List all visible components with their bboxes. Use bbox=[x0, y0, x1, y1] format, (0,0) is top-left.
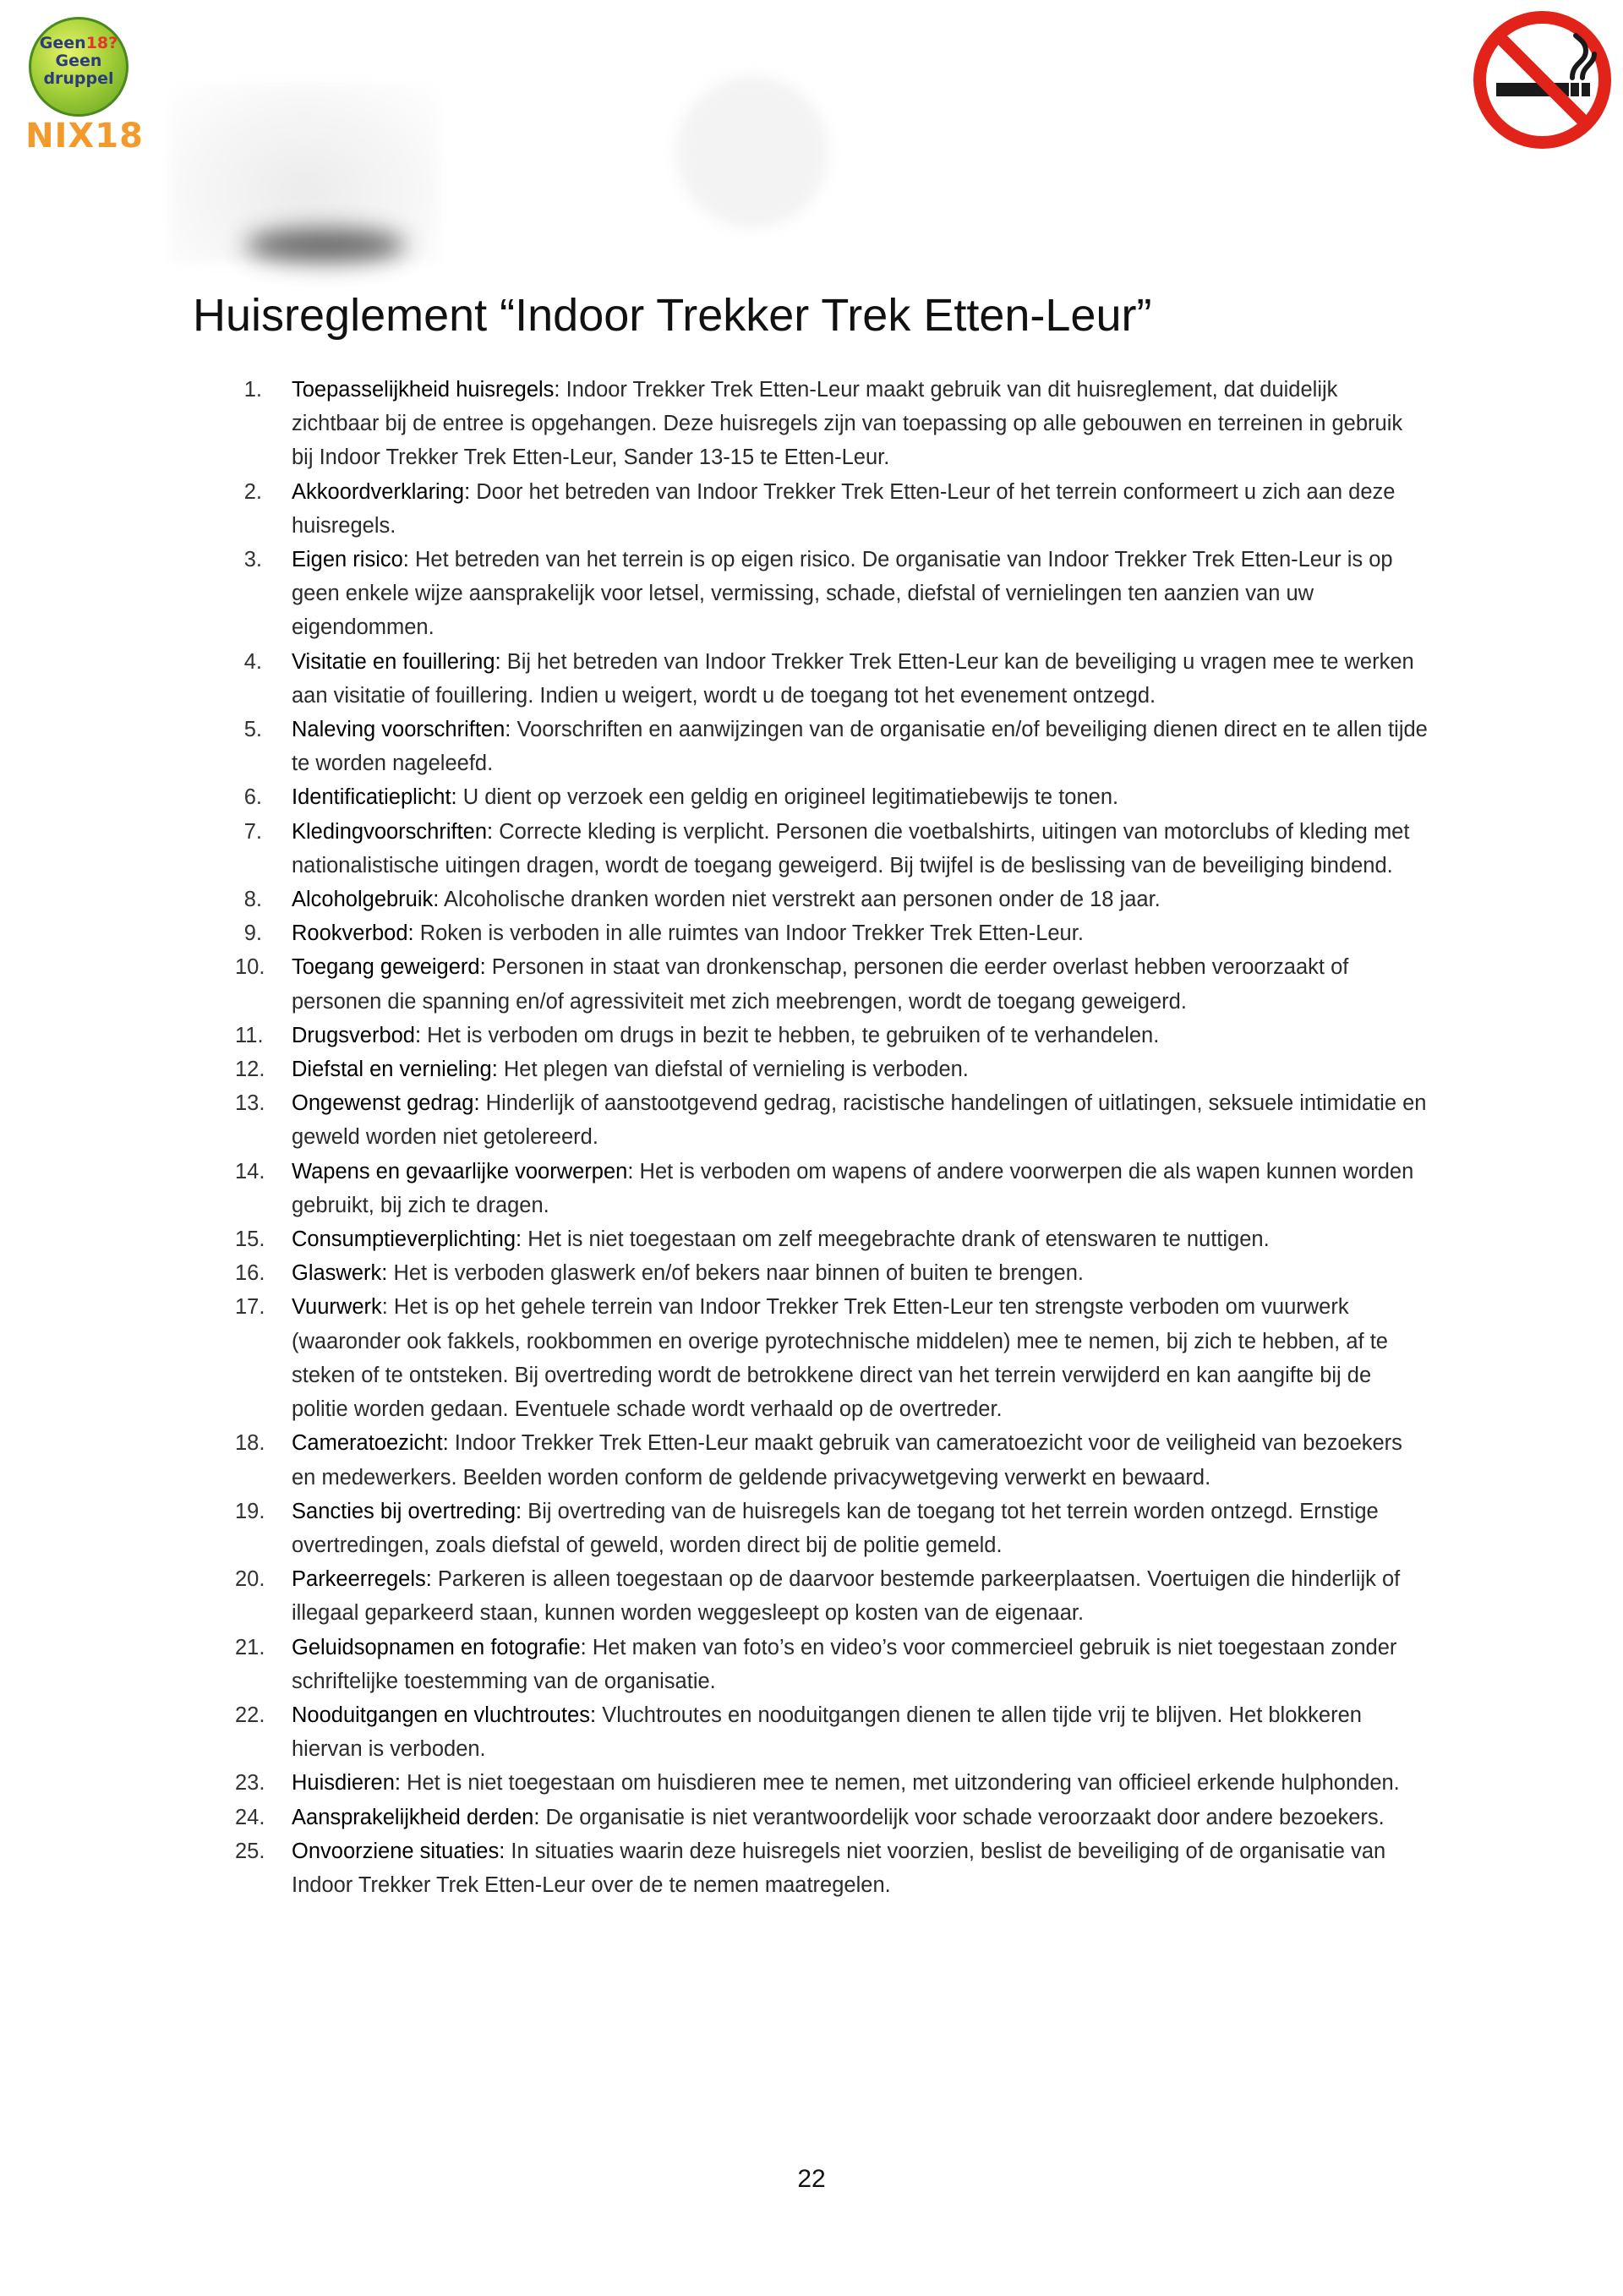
rule-title: Nooduitgangen en vluchtroutes: bbox=[292, 1703, 597, 1727]
rule-item bbox=[235, 1052, 1429, 1086]
rule-item bbox=[235, 815, 1429, 883]
rule-number: 14. bbox=[235, 1159, 265, 1184]
rule-title: Alcoholgebruik: bbox=[292, 888, 440, 912]
rule-number: 23. bbox=[235, 1771, 265, 1796]
badge-question-mark: ? bbox=[108, 34, 118, 52]
rule-text: Alcoholische dranken worden niet verstrekt aan personen onder de 18 jaar. bbox=[444, 888, 1161, 912]
rule-number: 19. bbox=[235, 1499, 265, 1523]
rule-text: Indoor Trekker Trek Etten-Leur maakt gebruik van dit huisreglement, dat duidelijk zichtbaar bij de entree is opgehangen. Deze huisregels zijn van toepassing op alle gebouwen en terreinen in gebruik bij Indoor Trekker Trek Etten-Leur, Sander 13-15 te Etten-Leur. bbox=[292, 378, 1403, 470]
rule-text: Voorschriften en aanwijzingen van de organisatie en/of beveiliging dienen direct en te allen tijde te worden nageleefd. bbox=[292, 718, 1428, 776]
blurred-logo-left-mark bbox=[245, 228, 406, 262]
rule-text: Personen in staat van dronkenschap, personen die eerder overlast hebben veroorzaakt of personen die spanning en/of agressiviteit met zich meebrengen, wordt de toegang geweigerd. bbox=[292, 955, 1349, 1014]
rule-item bbox=[235, 780, 1429, 814]
rule-number: 8. bbox=[243, 888, 262, 912]
rule-title: Visitatie en fouillering: bbox=[292, 649, 501, 674]
rule-item bbox=[235, 1426, 1429, 1494]
rule-text: In situaties waarin deze huisregels niet voorzien, beslist de beveiliging of de organisatie van Indoor Trekker Trek Etten-Leur over de te nemen maatregelen. bbox=[292, 1839, 1386, 1897]
rule-item bbox=[235, 373, 1429, 475]
rule-number: 6. bbox=[243, 785, 262, 810]
rule-number: 12. bbox=[235, 1058, 265, 1082]
rule-number: 2. bbox=[243, 479, 262, 504]
rule-number: 15. bbox=[235, 1227, 265, 1252]
rule-title: Akkoordverklaring: bbox=[292, 479, 471, 504]
no-smoking-icon bbox=[1473, 10, 1612, 150]
rule-text: Door het betreden van Indoor Trekker Trek Etten-Leur of het terrein conformeert u zich aan deze huisregels. bbox=[292, 479, 1396, 538]
page-title: Huisreglement “Indoor Trekker Trek Etten-Leur” bbox=[193, 290, 1152, 341]
rule-item bbox=[235, 543, 1429, 645]
rule-number: 9. bbox=[243, 921, 262, 946]
rule-title: Diefstal en vernieling: bbox=[292, 1058, 498, 1082]
rule-title: Toegang geweigerd: bbox=[292, 955, 486, 980]
rule-number: 11. bbox=[235, 1023, 264, 1047]
rule-title: Consumptieverplichting: bbox=[292, 1227, 522, 1252]
nix18-wordmark: NIX18 bbox=[25, 117, 144, 156]
rule-item bbox=[235, 916, 1429, 950]
rule-item bbox=[235, 1086, 1429, 1154]
badge-word-geen: Geen bbox=[39, 34, 86, 52]
rule-title: Naleving voorschriften: bbox=[292, 718, 511, 742]
rule-number: 20. bbox=[235, 1567, 265, 1592]
rules-list bbox=[235, 373, 1429, 1902]
rule-text: Het plegen van diefstal of vernieling is verboden. bbox=[503, 1058, 969, 1082]
rule-title: Aansprakelijkheid derden: bbox=[292, 1805, 540, 1829]
rule-text: Vluchtroutes en nooduitgangen dienen te allen tijde vrij te blijven. Het blokkeren hiervan is verboden. bbox=[292, 1703, 1362, 1762]
rule-text: Het is niet toegestaan om zelf meegebrachte drank of etenswaren te nuttigen. bbox=[527, 1227, 1270, 1252]
rule-title: Wapens en gevaarlijke voorwerpen: bbox=[292, 1159, 634, 1184]
rule-text: Hinderlijk of aanstootgevend gedrag, racistische handelingen of uitlatingen, seksuele intimidatie en geweld worden niet getolereerd. bbox=[292, 1091, 1427, 1150]
badge-word-druppel: druppel bbox=[43, 69, 114, 88]
rule-title: Identificatieplicht: bbox=[292, 785, 457, 810]
rule-number: 13. bbox=[235, 1091, 265, 1116]
rule-text: : Het is op het gehele terrein van Indoor Trekker Trek Etten-Leur ten strengste verboden om vuurwerk (waaronder ook fakkels, rookbommen en overige pyrotechnische middelen) mee te nemen, bij zich te hebben, af te steken of te ontsteken. Bij overtreding wordt de betrokkene direct van het terrein verwijderd en kan aangifte bij de politie worden gedaan. Eventuele schade wordt verhaald op de overtreder. bbox=[292, 1295, 1388, 1422]
rule-number: 1. bbox=[243, 378, 262, 402]
rule-title: Huisdieren: bbox=[292, 1771, 401, 1796]
rule-number: 18. bbox=[235, 1431, 265, 1456]
rule-number: 17. bbox=[235, 1295, 265, 1320]
rule-number: 7. bbox=[243, 819, 262, 844]
rule-title: Vuurwerk bbox=[292, 1295, 382, 1320]
rule-text: Het is verboden glaswerk en/of bekers naar binnen of buiten te brengen. bbox=[393, 1261, 1084, 1286]
rule-item bbox=[235, 1698, 1429, 1766]
rule-number: 5. bbox=[243, 718, 262, 742]
rule-text: Roken is verboden in alle ruimtes van Indoor Trekker Trek Etten-Leur. bbox=[419, 921, 1084, 946]
rule-item bbox=[235, 1834, 1429, 1902]
rule-number: 4. bbox=[243, 649, 262, 674]
nix18-logo bbox=[17, 17, 152, 161]
rule-text: Het is verboden om drugs in bezit te hebben, te gebruiken of te verhandelen. bbox=[427, 1023, 1160, 1047]
rule-item bbox=[235, 1256, 1429, 1290]
rule-text: U dient op verzoek een geldig en origineel legitimatiebewijs te tonen. bbox=[462, 785, 1119, 810]
rule-title: Glaswerk: bbox=[292, 1261, 388, 1286]
rule-item bbox=[235, 645, 1429, 713]
rule-item bbox=[235, 950, 1429, 1018]
rule-item bbox=[235, 1766, 1429, 1800]
rule-item bbox=[235, 475, 1429, 543]
rule-title: Eigen risico: bbox=[292, 548, 409, 572]
rule-text: Het is verboden om wapens of andere voorwerpen die als wapen kunnen worden gebruikt, bij zich te dragen. bbox=[292, 1159, 1414, 1217]
rule-text: Bij het betreden van Indoor Trekker Trek Etten-Leur kan de beveiliging u vragen mee te werken aan visitatie of fouillering. Indien u weigert, wordt u de toegang tot het evenement ontzegd. bbox=[292, 649, 1414, 708]
rule-title: Drugsverbod: bbox=[292, 1023, 422, 1047]
rule-number: 21. bbox=[235, 1635, 265, 1659]
rule-text: Parkeren is alleen toegestaan op de daarvoor bestemde parkeerplaatsen. Voertuigen die hinderlijk of illegaal geparkeerd staan, kunnen worden weggesleept op kosten van de eigenaar. bbox=[292, 1567, 1401, 1626]
rule-text: De organisatie is niet verantwoordelijk voor schade veroorzaakt door andere bezoekers. bbox=[545, 1805, 1385, 1829]
rule-number: 22. bbox=[235, 1703, 265, 1727]
rule-title: Toepasselijkheid huisregels: bbox=[292, 378, 560, 402]
rule-item bbox=[235, 1155, 1429, 1222]
rule-number: 10. bbox=[235, 955, 265, 980]
rule-number: 3. bbox=[243, 548, 262, 572]
rule-text: Indoor Trekker Trek Etten-Leur maakt gebruik van cameratoezicht voor de veiligheid van bezoekers en medewerkers. Beelden worden conform de geldende privacywetgeving verwerkt en bewaard. bbox=[292, 1431, 1402, 1490]
badge-number-18: 18 bbox=[85, 34, 109, 52]
rule-text: Het is niet toegestaan om huisdieren mee te nemen, met uitzondering van officieel erkende hulphonden. bbox=[407, 1771, 1400, 1796]
rule-text: Bij overtreding van de huisregels kan de toegang tot het terrein worden ontzegd. Ernstige overtredingen, zoals diefstal of geweld, worden direct bij de politie gemeld. bbox=[292, 1499, 1379, 1557]
rule-text: Correcte kleding is verplicht. Personen die voetbalshirts, uitingen van motorclubs of kleding met nationalistische uitingen dragen, wordt de toegang geweigerd. Bij twijfel is de beslissing van de beveiliging bindend. bbox=[292, 819, 1410, 877]
rule-item bbox=[235, 713, 1429, 780]
rule-title: Rookverbod: bbox=[292, 921, 414, 946]
rule-title: Parkeerregels: bbox=[292, 1567, 432, 1592]
rule-number: 25. bbox=[235, 1839, 265, 1863]
rule-text: Het maken van foto’s en video’s voor commercieel gebruik is niet toegestaan zonder schriftelijke toestemming van de organisatie. bbox=[292, 1635, 1397, 1693]
page-number: 22 bbox=[797, 2165, 826, 2193]
rule-title: Geluidsopnamen en fotografie: bbox=[292, 1635, 587, 1659]
rule-item bbox=[235, 1019, 1429, 1052]
rule-number: 24. bbox=[235, 1805, 265, 1829]
badge-word-geen-2: Geen bbox=[55, 52, 102, 70]
rule-item bbox=[235, 1801, 1429, 1834]
rule-item bbox=[235, 1290, 1429, 1426]
rule-item bbox=[235, 1562, 1429, 1630]
rule-text: Het betreden van het terrein is op eigen risico. De organisatie van Indoor Trekker Trek Etten-Leur is op geen enkele wijze aansprakelijk voor letsel, vermissing, schade, diefstal of vernielingen ten aanzien van uw eigendommen. bbox=[292, 548, 1393, 640]
blurred-logo-right bbox=[676, 76, 828, 228]
rule-item bbox=[235, 883, 1429, 916]
rule-title: Sancties bij overtreding: bbox=[292, 1499, 522, 1523]
rule-item bbox=[235, 1495, 1429, 1562]
rule-title: Kledingvoorschriften: bbox=[292, 819, 494, 844]
rule-number: 16. bbox=[235, 1261, 265, 1286]
rule-title: Ongewenst gedrag: bbox=[292, 1091, 480, 1116]
rule-title: Cameratoezicht: bbox=[292, 1431, 449, 1456]
geen-druppel-badge bbox=[29, 17, 128, 117]
rule-title: Onvoorziene situaties: bbox=[292, 1839, 505, 1863]
rule-item bbox=[235, 1222, 1429, 1256]
rule-item bbox=[235, 1631, 1429, 1698]
